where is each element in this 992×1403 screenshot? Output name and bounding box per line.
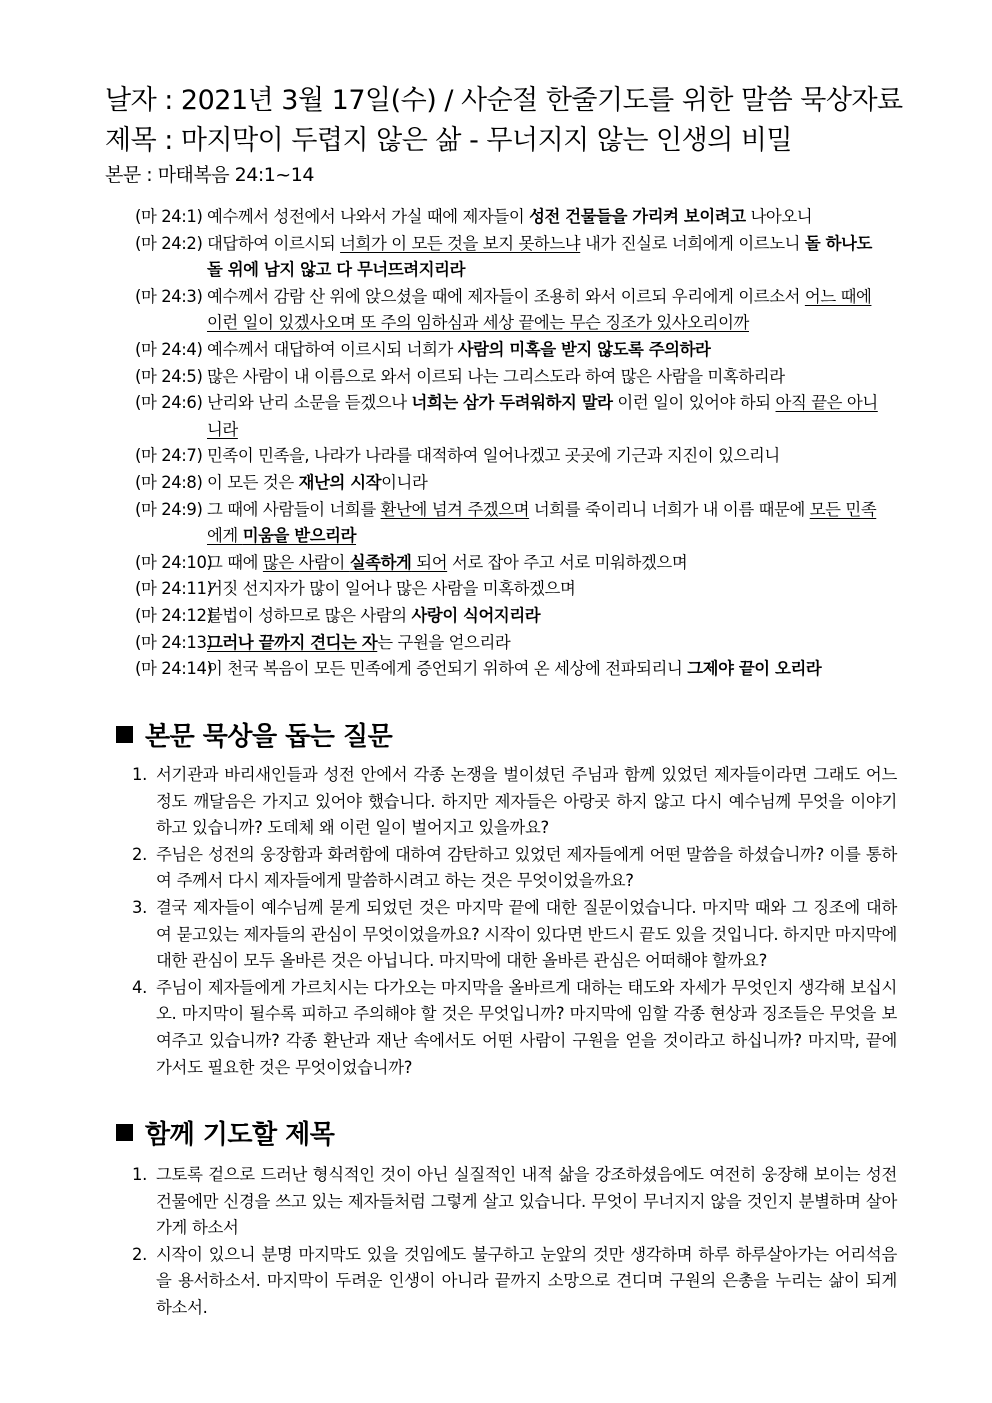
verse-row (135, 337, 880, 364)
emphasis-text: 돌 하나도 돌 위에 남지 않고 다 무너뜨려지리라 (207, 233, 872, 280)
prayer-heading (116, 1114, 334, 1151)
prayer-item (132, 1242, 897, 1322)
verse-text (207, 497, 880, 550)
emphasis-text: 실족하게 (349, 552, 412, 572)
verse-text (207, 470, 880, 497)
verse-text (207, 204, 880, 231)
emphasis-text: 재난의 시작 (298, 472, 382, 492)
question-list (132, 762, 897, 1081)
prayer-list (132, 1162, 897, 1322)
verse-segment: 너희가 이 모든 것을 보지 못하느냐 (340, 233, 581, 253)
questions-heading (116, 716, 392, 753)
list-text: 시작이 있으니 분명 마지막도 있을 것임에도 불구하고 눈앞의 것만 생각하며 하루 하루살아가는 어리석음을 용서하소서. 마지막이 두려운 인생이 아니라 끝까지 소망으로 견디며 구원의 은총을 누리는 삶이 되게 하소서. (156, 1244, 897, 1317)
verse-segment: 이 모든 것은 (207, 472, 299, 492)
question-item (132, 842, 897, 895)
scripture-reference-line: 본문 : 마태복음 24:1~14 (105, 164, 314, 186)
verse-segment: 그 때에 (207, 552, 263, 572)
verse-row (135, 550, 880, 577)
list-number: 3. (132, 897, 148, 917)
verse-segment: 그 때에 사람들이 너희를 (207, 499, 381, 519)
verse-segment: 너희를 죽이리니 너희가 내 이름 때문에 (529, 499, 810, 519)
verse-segment: 모든 민족에게 (207, 499, 877, 546)
verse-segment: 예수께서 감람 산 위에 앉으셨을 때에 제자들이 조용히 와서 이르되 우리에게 이르소서 (207, 286, 805, 306)
emphasis-text: 너희는 삼가 두려워하지 말라 (411, 393, 613, 413)
verse-segment: 이런 일이 있어야 하되 (612, 393, 776, 413)
prayer-heading-text: 함께 기도할 제목 (145, 1120, 335, 1150)
verse-row (135, 576, 880, 603)
verse-ref: (마 24:13) (135, 632, 213, 652)
title-line: 제목 : 마지막이 두렵지 않은 삶 - 무너지지 않는 인생의 비밀 (105, 125, 793, 156)
date-line: 날자 : 2021년 3월 17일(수) / 사순절 한줄기도를 위한 말씀 묵상자료 (105, 85, 903, 116)
list-number: 4. (132, 977, 148, 997)
verse-segment: 예수께서 대답하여 이르시되 너희가 (207, 339, 458, 359)
verse-segment: 난리와 난리 소문을 듣겠으나 (207, 393, 412, 413)
verse-text (207, 630, 880, 657)
verse-segment: 대답하여 이르시되 (207, 233, 341, 253)
list-number: 2. (132, 1244, 148, 1264)
verse-ref: (마 24:3) (135, 286, 203, 306)
emphasis-text: 미움을 받으리라 (242, 526, 357, 546)
verse-segment: 많은 사람이 내 이름으로 와서 이르되 나는 그리스도라 하여 많은 사람을 미혹하리라 (207, 366, 785, 386)
verse-row (135, 603, 880, 630)
verse-segment: 민족이 민족을, 나라가 나라를 대적하여 일어나겠고 곳곳에 기근과 지진이 있으리니 (207, 446, 780, 466)
verse-ref: (마 24:5) (135, 366, 203, 386)
emphasis-text: 그제야 끝이 오리라 (687, 659, 822, 679)
verse-segment: 많은 사람이 (262, 552, 350, 572)
verse-text (207, 390, 880, 443)
verse-ref: (마 24:9) (135, 499, 203, 519)
verse-segment: 예수께서 성전에서 나와서 가실 때에 제자들이 (207, 207, 530, 226)
emphasis-text: 사람의 미혹을 받지 않도록 주의하라 (457, 339, 711, 359)
emphasis-text: 그러나 끝까지 견디는 자 (207, 632, 378, 652)
prayer-item (132, 1162, 897, 1242)
verse-row (135, 364, 880, 391)
list-text: 서기관과 바리새인들과 성전 안에서 각종 논쟁을 벌이셨던 주님과 함께 있었던 제자들이라면 그래도 어느정도 깨달음은 가지고 있어야 했습니다. 하지만 제자들은 아랑곳 하지 않고 다시 예수님께 무엇을 이야기 하고 있습니까? 도데체 왜 이런 일이 벌어지고 있을까요? (156, 765, 897, 838)
verse-segment: 는 구원을 얻으리라 (377, 632, 511, 652)
verse-list (135, 204, 880, 683)
list-text: 주님은 성전의 웅장함과 화려함에 대하여 감탄하고 있었던 제자들에게 어떤 말씀을 하셨습니까? 이를 통하여 주께서 다시 제자들에게 말씀하시려고 하는 것은 무엇이었을까요? (156, 844, 897, 891)
verse-ref: (마 24:10) (135, 552, 213, 572)
square-bullet-icon (116, 1124, 133, 1141)
verse-text (207, 603, 880, 630)
verse-ref: (마 24:1) (135, 207, 203, 226)
verse-text (207, 576, 880, 603)
verse-row (135, 231, 880, 284)
verse-text (207, 284, 880, 337)
verse-row (135, 470, 880, 497)
verse-ref: (마 24:7) (135, 446, 203, 466)
verse-ref: (마 24:8) (135, 472, 203, 492)
emphasis-text: 사랑이 식어지리라 (411, 605, 541, 625)
question-item (132, 975, 897, 1081)
verse-ref: (마 24:6) (135, 393, 203, 413)
list-number: 1. (132, 1165, 148, 1184)
verse-ref: (마 24:2) (135, 233, 203, 253)
verse-text (207, 550, 880, 577)
verse-row (135, 284, 880, 337)
verse-text (207, 443, 880, 470)
verse-ref: (마 24:12) (135, 605, 213, 625)
verse-segment: 아직 끝은 아니니라 (207, 393, 878, 439)
emphasis-text: 성전 건물들을 가리켜 보이려고 (529, 207, 746, 226)
list-text: 결국 제자들이 예수님께 묻게 되었던 것은 마지막 끝에 대한 질문이었습니다. 마지막 때와 그 징조에 대하여 묻고있는 제자들의 관심이 무엇이었을까요? 시작이 있다면 반드시 끝도 있을 것입니다. 하지만 마지막에 대한 관심이 모두 올바른 것은 아닙니다. 마지막에 대한 올바른 관심은 어떠해야 할까요? (156, 897, 897, 971)
list-text: 주님이 제자들에게 가르치시는 다가오는 마지막을 올바르게 대하는 태도와 자세가 무엇인지 생각해 보십시오. 마지막이 될수록 피하고 주의해야 할 것은 무엇입니까? 마지막에 임할 각종 현상과 징조들은 무엇을 보여주고 있습니까? 각종 환난과 재난 속에서도 어떤 사람이 구원을 얻을 것이라고 하십니까? 마지막, 끝에 가서도 필요한 것은 무엇이었습니까? (156, 977, 897, 1077)
verse-ref: (마 24:4) (135, 339, 203, 359)
verse-row (135, 630, 880, 657)
list-text: 그토록 겉으로 드러난 형식적인 것이 아닌 실질적인 내적 삶을 강조하셨음에도 여전히 웅장해 보이는 성전 건물에만 신경을 쓰고 있는 제자들처럼 그렇게 살고 있습니다. 무엇이 무너지지 않을 것인지 분별하며 살아가게 하소서 (156, 1165, 897, 1238)
verse-text (207, 656, 880, 683)
question-item (132, 762, 897, 842)
verse-row (135, 656, 880, 683)
verse-segment: 어느 때에 이런 일이 있겠사오며 또 주의 임하심과 세상 끝에는 무슨 징조가 있사오리이까 (207, 286, 872, 333)
verse-text (207, 231, 880, 284)
verse-segment: 나아오니 (745, 207, 813, 226)
verse-segment: 이 천국 복음이 모든 민족에게 증언되기 위하여 온 세상에 전파되리니 (207, 659, 688, 679)
verse-row (135, 443, 880, 470)
square-bullet-icon (116, 726, 133, 743)
verse-segment: 내가 진실로 너희에게 이르노니 (580, 233, 805, 253)
verse-row (135, 390, 880, 443)
verse-text (207, 364, 880, 391)
questions-heading-text: 본문 묵상을 돕는 질문 (145, 722, 393, 752)
verse-segment: 이니라 (381, 472, 428, 492)
verse-row (135, 497, 880, 550)
question-item (132, 895, 897, 975)
list-number: 1. (132, 765, 148, 784)
verse-ref: (마 24:14) (135, 659, 213, 679)
list-number: 2. (132, 844, 148, 864)
verse-segment: 되어 (411, 552, 448, 572)
verse-segment: 서로 잡아 주고 서로 미워하겠으며 (447, 552, 688, 572)
verse-ref: (마 24:11) (135, 579, 213, 599)
verse-segment: 환난에 넘겨 주겠으며 (380, 499, 530, 519)
verse-segment: 불법이 성하므로 많은 사람의 (207, 605, 412, 625)
verse-row (135, 204, 880, 231)
verse-segment: 거짓 선지자가 많이 일어나 많은 사람을 미혹하겠으며 (207, 579, 576, 599)
verse-text (207, 337, 880, 364)
